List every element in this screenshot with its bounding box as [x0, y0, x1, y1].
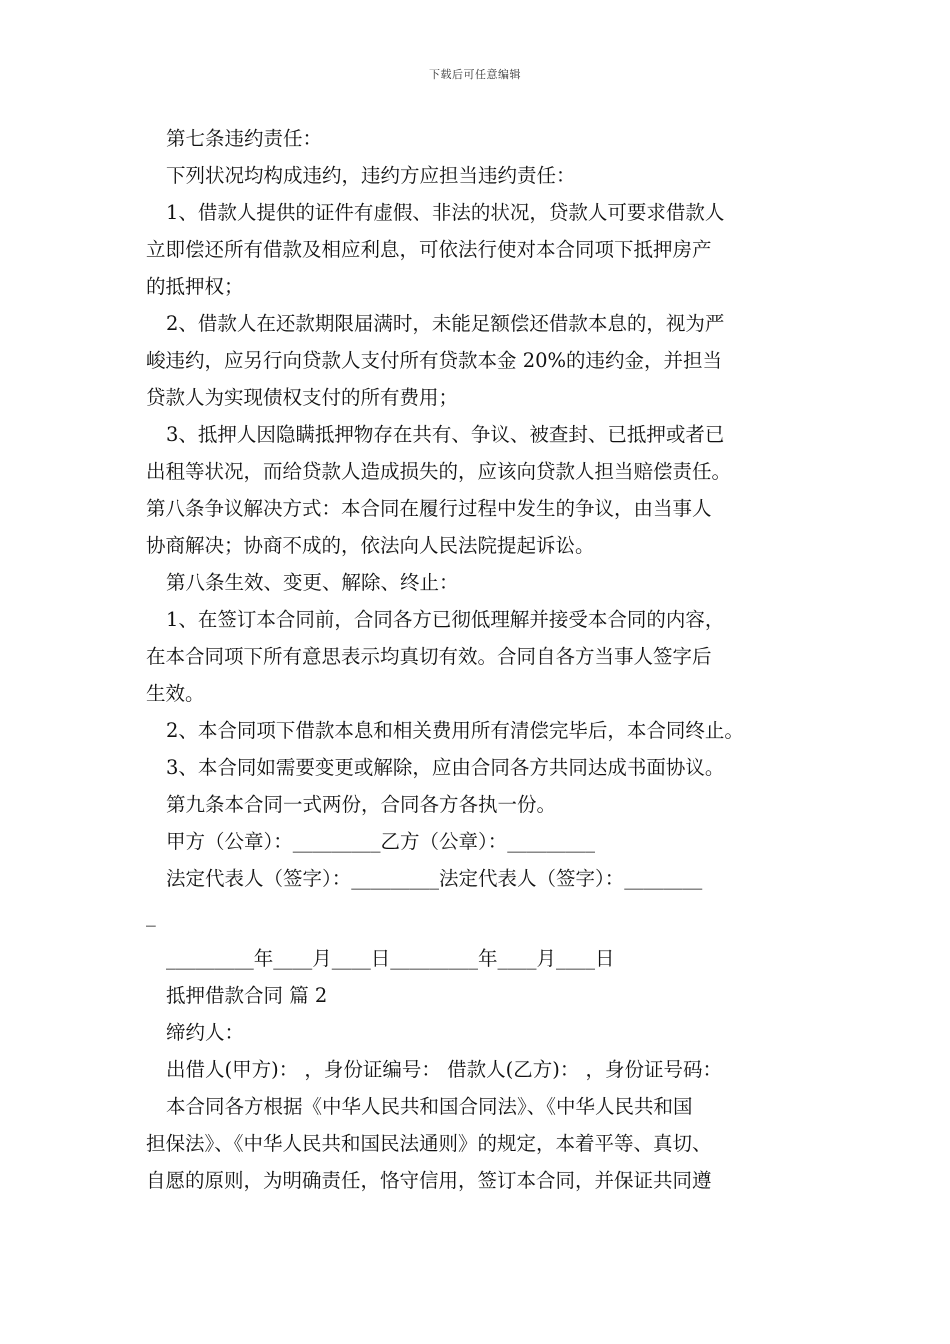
- text-line: 第八条生效、变更、解除、终止：: [166, 571, 459, 594]
- text-line: 3、抵押人因隐瞒抵押物存在共有、争议、被查封、已抵押或者已: [166, 423, 725, 446]
- text-line: 1、借款人提供的证件有虚假、非法的状况，贷款人可要求借款人: [166, 201, 725, 224]
- text-line: 贷款人为实现债权支付的所有费用；: [146, 386, 459, 409]
- section-heading: 抵押借款合同 篇 2: [166, 984, 328, 1007]
- text-line: 立即偿还所有借款及相应利息，可依法行使对本合同项下抵押房产: [146, 238, 712, 261]
- text-line: 的抵押权；: [146, 275, 244, 298]
- text-line: 峻违约，应另行向贷款人支付所有贷款本金 20%的违约金，并担当: [146, 349, 723, 372]
- text-line: 第八条争议解决方式：本合同在履行过程中发生的争议，由当事人: [146, 497, 712, 520]
- text-line: 3、本合同如需要变更或解除，应由合同各方共同达成书面协议。: [166, 756, 725, 779]
- text-line: 2、借款人在还款期限届满时，未能足额偿还借款本息的，视为严: [166, 312, 725, 335]
- document-body: [146, 120, 822, 1199]
- text-line: 在本合同项下所有意思表示均真切有效。合同自各方当事人签字后: [146, 645, 712, 668]
- text-line: _: [146, 904, 156, 927]
- text-line: 缔约人：: [166, 1021, 245, 1044]
- text-line: 协商解决；协商不成的，依法向人民法院提起诉讼。: [146, 534, 595, 557]
- signature-line: 甲方（公章）：_________乙方（公章）：_________: [166, 830, 596, 853]
- text-line: 第七条违约责任：: [166, 127, 323, 150]
- page-header: 下载后可任意编辑: [429, 68, 521, 81]
- text-line: 自愿的原则，为明确责任，恪守信用，签订本合同，并保证共同遵: [146, 1169, 712, 1192]
- text-line: 下列状况均构成违约，违约方应担当违约责任：: [166, 164, 576, 187]
- date-line: _________年____月____日_________年____月____日: [166, 947, 615, 970]
- text-line: 生效。: [146, 682, 205, 705]
- text-line: 2、本合同项下借款本息和相关费用所有清偿完毕后，本合同终止。: [166, 719, 744, 742]
- text-line: 第九条本合同一式两份，合同各方各执一份。: [166, 793, 557, 816]
- signature-line: 法定代表人（签字）：_________法定代表人（签字）：________: [166, 867, 703, 890]
- text-line: 本合同各方根据《中华人民共和国合同法》、《中华人民共和国: [166, 1095, 693, 1118]
- text-line: 出借人(甲方)： ，身份证编号： 借款人(乙方)： ，身份证号码：: [166, 1058, 723, 1081]
- text-line: 1、在签订本合同前，合同各方已彻低理解并接受本合同的内容，: [166, 608, 725, 631]
- text-line: 出租等状况，而给贷款人造成损失的，应该向贷款人担当赔偿责任。: [146, 460, 732, 483]
- text-line: 担保法》、《中华人民共和国民法通则》的规定，本着平等、真切、: [146, 1132, 712, 1155]
